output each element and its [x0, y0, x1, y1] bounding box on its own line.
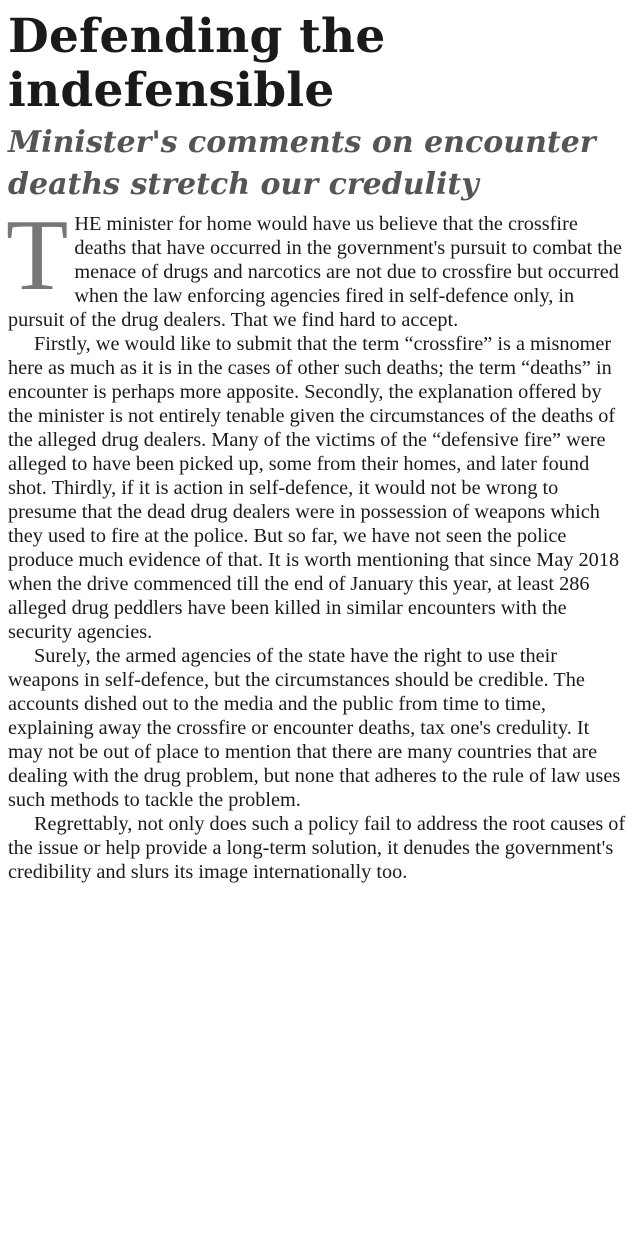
paragraph-1-text: HE minister for home would have us believe that the crossfire deaths that have occurred in the government's pursuit to combat the menace of drugs and narcotics are not due to crossfire but occurred when the law enforcing agencies fired in self-defence only, in pursuit of the drug dealers. That we find hard to accept. — [8, 213, 623, 331]
paragraph-3: Surely, the armed agencies of the state have the right to use their weapons in self-defence, but the circumstances should be credible. The accounts dished out to the media and the public from time to time, explaining away the crossfire or encounter deaths, tax one's credulity. It may not be out of place to mention that there are many countries that are dealing with the drug problem, but none that adheres to the rule of law uses such methods to tackle the problem. — [8, 645, 621, 811]
editorial-article — [8, 10, 628, 884]
paragraph-2: Firstly, we would like to submit that the term “crossfire” is a misnomer here as much as it is in the cases of other such deaths; the term “deaths” in encounter is perhaps more apposite. Secondly, the explanation offered by the minister is not entirely tenable given the circumstances of the deaths of the alleged drug dealers. Many of the victims of the “defensive fire” were alleged to have been picked up, some from their homes, and later found shot. Thirdly, if it is action in self-defence, it would not be wrong to presume that the dead drug dealers were in possession of weapons which they used to fire at the police. But so far, we have not seen the police produce much evidence of that. It is worth mentioning that since May 2018 when the drive commenced till the end of January this year, at least 286 alleged drug peddlers have been killed in similar encounters with the security agencies. — [8, 333, 620, 643]
paragraph-4: Regrettably, not only does such a policy fail to address the root causes of the issue or help provide a long-term solution, it denudes the government's credibility and slurs its image internationally too. — [8, 813, 626, 883]
drop-cap: T — [6, 199, 69, 312]
article-body — [6, 199, 628, 884]
subheadline: Minister's comments on encounter deaths stretch our credulity — [8, 125, 596, 202]
paragraph-1 — [6, 199, 628, 332]
headline: Defending the indefensible — [8, 9, 386, 118]
